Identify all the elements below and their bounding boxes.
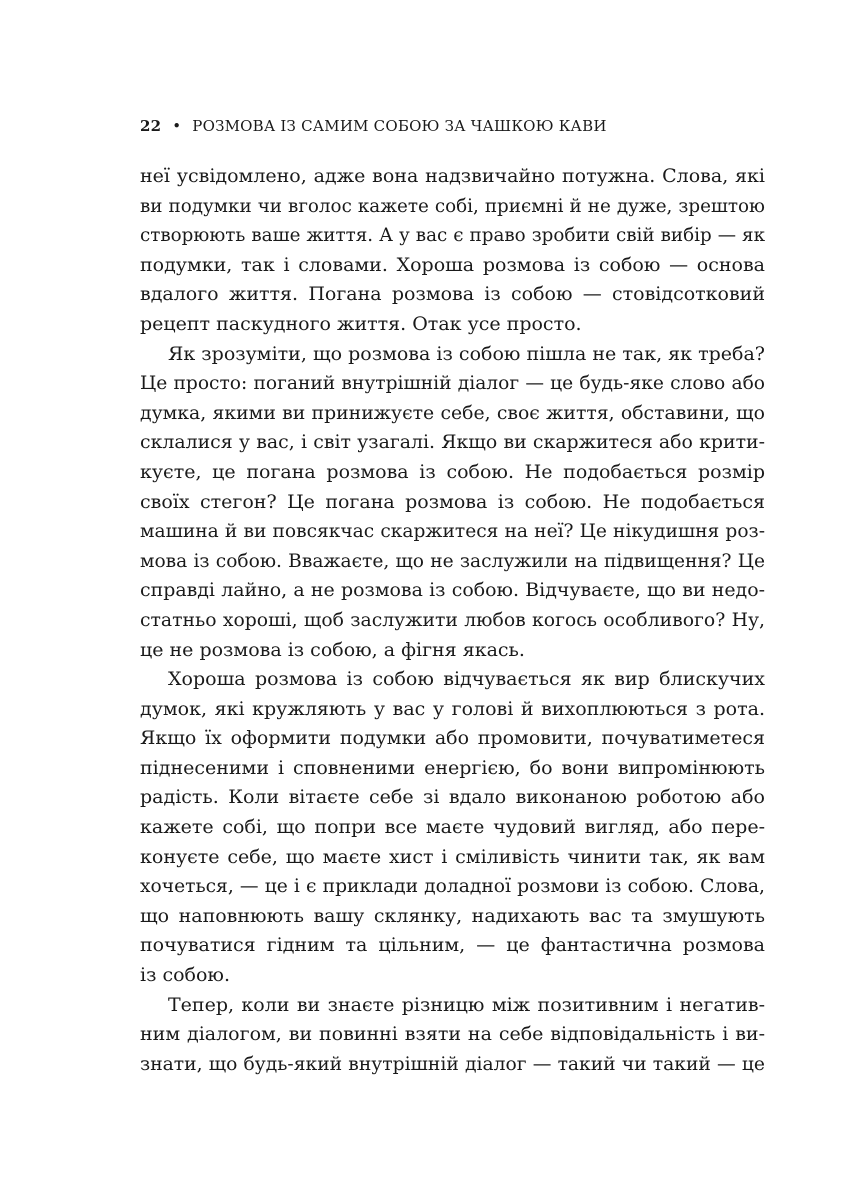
text-line: думка, якими ви принижуєте себе, своє життя, обставини, що [140, 402, 765, 424]
running-head [140, 117, 607, 135]
text-line: куєте, це погана розмова із собою. Не подобається розмір [140, 460, 765, 483]
text-line: статньо хороші, щоб заслужити любов когось особливого? Ну, [140, 609, 765, 631]
text-line: що наповнюють вашу склянку, надихають вас та змушують [140, 904, 765, 927]
text-line: кажете собі, що попри все маєте чудовий вигляд, або пере- [140, 816, 765, 839]
body-text [140, 162, 765, 1079]
text-line: подумки, так і словами. Хороша розмова із собою — основа [140, 253, 765, 276]
text-line: думок, які кружляють у вас у голові й вихоплюються з рота. [140, 697, 765, 720]
text-line: неї усвідомлено, адже вона надзвичайно потужна. Слова, які [140, 165, 765, 187]
text-line: ви подумки чи вголос кажете собі, приємні й не дуже, зрештою [140, 195, 765, 217]
bullet-separator: • [172, 117, 182, 135]
paragraph [140, 991, 765, 1080]
text-line: склалися у вас, і світ узагалі. Якщо ви скаржитеся або крити- [140, 431, 765, 454]
text-line: мова із собою. Вважаєте, що не заслужили на підвищення? Це [140, 550, 765, 572]
text-line: своїх стегон? Це погана розмова із собою. Не подобається [140, 490, 765, 513]
text-line: почуватися гідним та цільним, — це фантастична розмова [140, 934, 765, 957]
text-line: рецепт паскудного життя. Отак усе просто. [140, 312, 582, 335]
text-line: ним діалогом, ви повинні взяти на себе відповідальність і ви- [140, 1023, 765, 1046]
text-line: Тепер, коли ви знаєте різницю між позитивним і негатив- [168, 993, 765, 1016]
page-number: 22 [140, 117, 162, 135]
text-line: піднесеними і сповненими енергією, бо вони випромінюють [140, 756, 765, 779]
text-line: створюють ваше життя. А у вас є право зробити свій вибір — як [140, 225, 765, 247]
paragraph [140, 162, 765, 340]
text-line: Це просто: поганий внутрішній діалог — це будь-яке слово або [140, 373, 765, 395]
text-line: машина й ви повсякчас скаржитеся на неї? Це нікудишня роз- [140, 521, 765, 543]
text-line: Як зрозуміти, що розмова із собою пішла не так, як треба? [168, 342, 765, 365]
text-line: із собою. [140, 964, 231, 987]
text-line: Хороша розмова із собою відчувається як вир блискучих [168, 668, 765, 691]
text-line: хочеться, — це і є приклади доладної розмови із собою. Слова, [140, 876, 765, 898]
text-line: знати, що будь-який внутрішній діалог — такий чи такий — це [140, 1053, 765, 1075]
text-line: Якщо їх оформити подумки або промовити, почуватиметеся [140, 727, 765, 750]
paragraph [140, 665, 765, 991]
text-line: вдалого життя. Погана розмова із собою — стовідсотковий [140, 283, 765, 306]
paragraph [140, 340, 765, 666]
text-line: це не розмова із собою, а фігня якась. [140, 638, 525, 661]
running-head-title: РОЗМОВА ІЗ САМИМ СОБОЮ ЗА ЧАШКОЮ КАВИ [192, 117, 607, 135]
text-line: конуєте себе, що маєте хист і сміливість чинити так, як вам [140, 845, 765, 868]
text-line: радість. Коли вітаєте себе зі вдало виконаною роботою або [140, 786, 765, 809]
text-line: справді лайно, а не розмова із собою. Відчуваєте, що ви недо- [140, 579, 765, 602]
